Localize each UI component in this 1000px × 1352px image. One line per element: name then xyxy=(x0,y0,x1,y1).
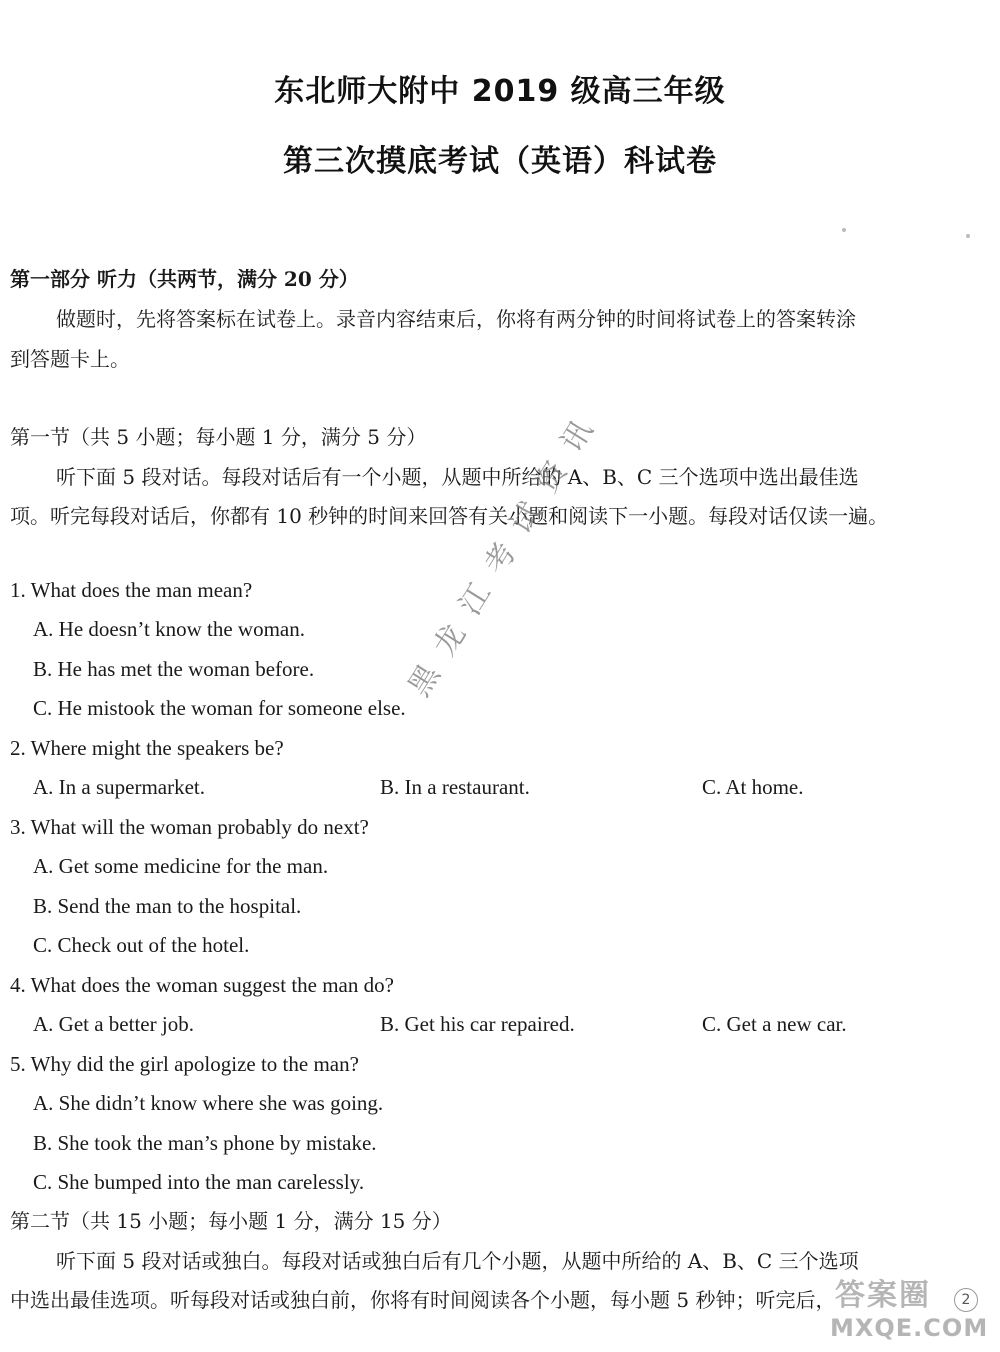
question-stem: 3. What will the woman probably do next? xyxy=(10,815,369,839)
part1-instruction-line2: 到答题卡上。 xyxy=(10,347,130,371)
answer-option: B. He has met the woman before. xyxy=(33,657,315,681)
answer-option: C. At home. xyxy=(702,775,804,799)
part1-instruction-line1: 做题时，先将答案标在试卷上。录音内容结束后，你将有两分钟的时间将试卷上的答案转涂 xyxy=(56,307,856,331)
scan-speck xyxy=(966,234,970,238)
logo-brand: 答案圈 xyxy=(835,1278,931,1313)
section1-instruction-line1: 听下面 5 段对话。每段对话后有一个小题，从题中所给的 A、B、C 三个选项中选出最佳选 xyxy=(56,465,859,489)
exam-title-line1: 东北师大附中 2019 级高三年级 xyxy=(274,74,726,109)
page-number: 2 xyxy=(954,1288,978,1312)
section2-heading: 第二节（共 15 小题；每小题 1 分，满分 15 分） xyxy=(10,1209,452,1233)
answer-option: C. He mistook the woman for someone else. xyxy=(33,696,406,720)
part1-heading: 第一部分 听力（共两节，满分 20 分） xyxy=(10,267,359,291)
answer-option: C. Check out of the hotel. xyxy=(33,933,250,957)
section1-instruction-line2: 项。听完每段对话后，你都有 10 秒钟的时间来回答有关小题和阅读下一小题。每段对话仅读一遍。 xyxy=(10,504,889,528)
answer-option: A. Get a better job. xyxy=(33,1012,194,1036)
logo-domain: MXQE.COM xyxy=(830,1314,989,1342)
answer-option: A. She didn’t know where she was going. xyxy=(33,1091,384,1115)
answer-option: B. Get his car repaired. xyxy=(380,1012,575,1036)
question-stem: 4. What does the woman suggest the man do? xyxy=(10,973,394,997)
answer-option: B. In a restaurant. xyxy=(380,775,530,799)
answer-option: C. Get a new car. xyxy=(702,1012,847,1036)
scan-speck xyxy=(842,228,846,232)
answer-option: C. She bumped into the man carelessly. xyxy=(33,1170,365,1194)
answer-option: B. Send the man to the hospital. xyxy=(33,894,302,918)
question-stem: 2. Where might the speakers be? xyxy=(10,736,284,760)
exam-title-line2: 第三次摸底考试（英语）科试卷 xyxy=(283,144,717,179)
answer-option: A. Get some medicine for the man. xyxy=(33,854,329,878)
question-stem: 1. What does the man mean? xyxy=(10,578,253,602)
section1-heading: 第一节（共 5 小题；每小题 1 分，满分 5 分） xyxy=(10,425,427,449)
watermark-text: 黑龙江考试资讯 xyxy=(401,399,610,703)
question-stem: 5. Why did the girl apologize to the man? xyxy=(10,1052,359,1076)
section2-instruction-line2: 中选出最佳选项。听每段对话或独白前，你将有时间阅读各个小题，每小题 5 秒钟；听完后， xyxy=(10,1288,836,1312)
answer-option: A. He doesn’t know the woman. xyxy=(33,617,305,641)
answer-option: A. In a supermarket. xyxy=(33,775,206,799)
answer-option: B. She took the man’s phone by mistake. xyxy=(33,1131,377,1155)
section2-instruction-line1: 听下面 5 段对话或独白。每段对话或独白后有几个小题，从题中所给的 A、B、C 三个选项 xyxy=(56,1249,859,1273)
